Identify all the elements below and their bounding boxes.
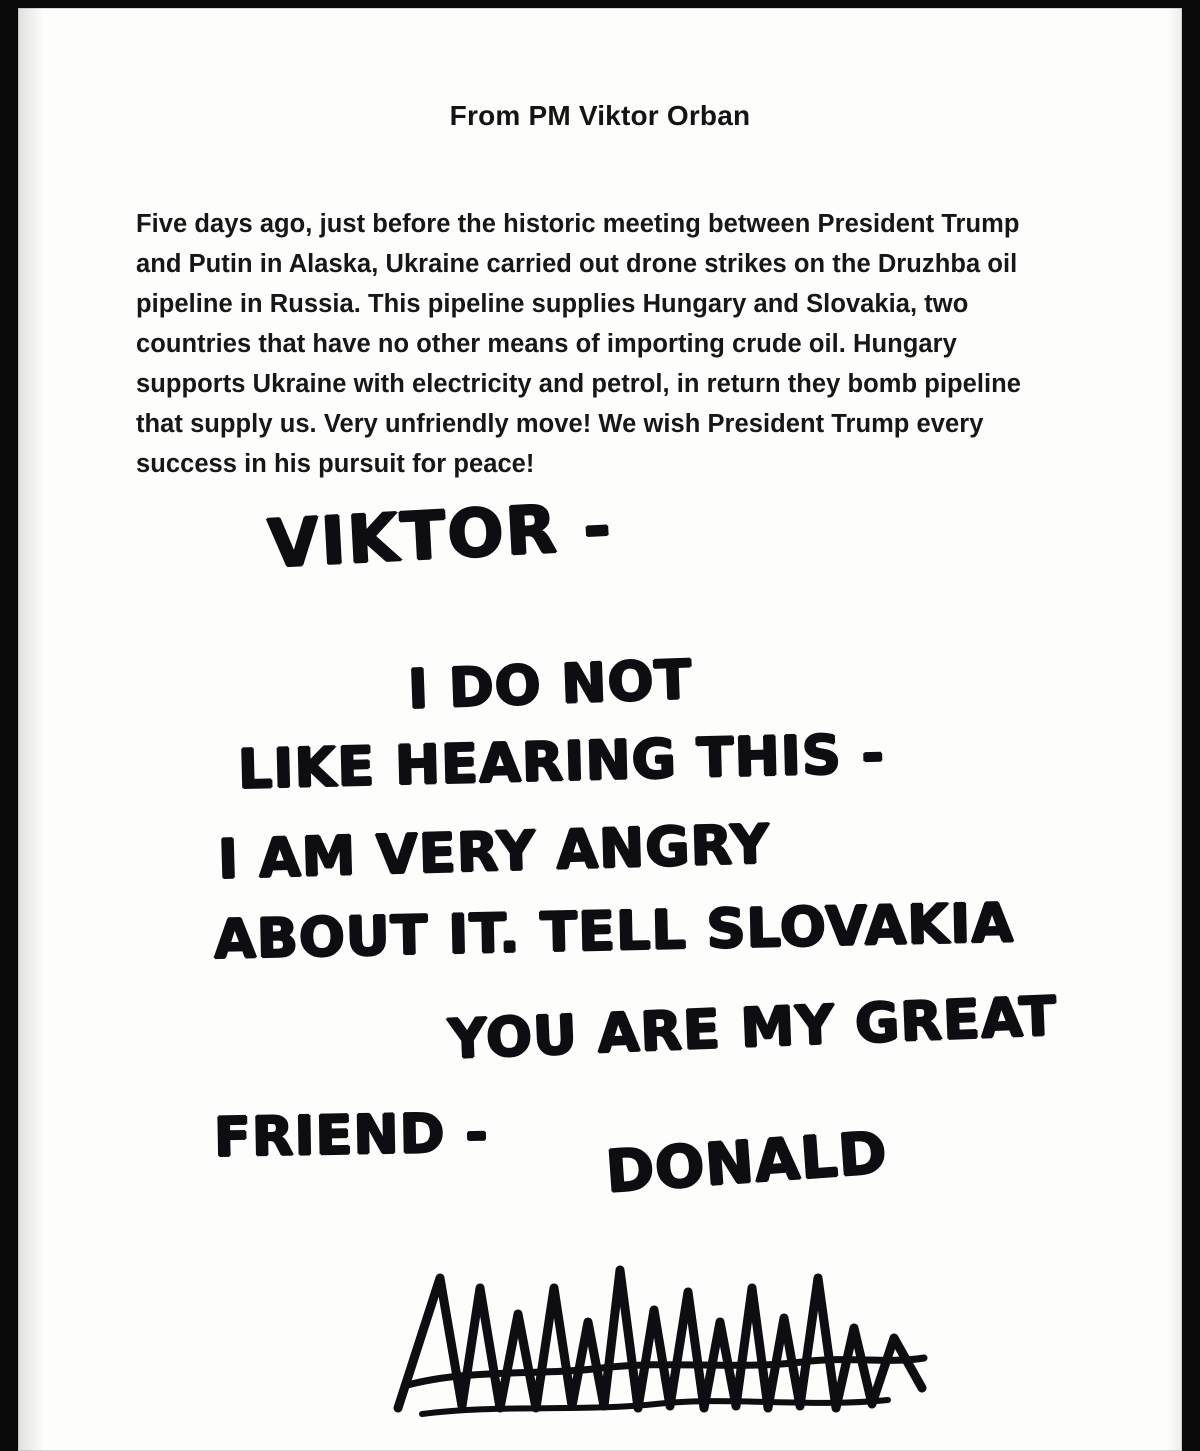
handwritten-line-1: I DO NOT: [406, 648, 694, 721]
handwritten-signoff-name: DONALD: [603, 1118, 890, 1206]
signature-scrawl: [388, 1218, 948, 1428]
letter-body-paragraph: Five days ago, just before the historic meeting between President Trump and Putin in Alaska, Ukraine carried out drone strikes on the Druzhba oil pipeline in Russia. This pipeline supplies Hungary and Slovakia, two countries that have no other means of importing crude oil. Hungary supports Ukraine with electricity and petrol, in return they bomb pipeline that supply us. Very unfriendly move! We wish President Trump every success in his pursuit for peace!: [136, 210, 1022, 478]
handwritten-line-5: YOU ARE MY GREAT: [446, 984, 1059, 1071]
handwritten-line-2: LIKE HEARING THIS -: [237, 722, 886, 801]
handwritten-line-6: FRIEND -: [213, 1101, 490, 1169]
handwritten-line-3: I AM VERY ANGRY: [217, 812, 772, 891]
handwritten-salutation: VIKTOR -: [265, 487, 615, 583]
page-title: From PM Viktor Orban: [449, 100, 751, 131]
letter-body-text: [136, 204, 1066, 484]
handwritten-line-4: ABOUT IT. TELL SLOVAKIA: [213, 891, 1015, 971]
scanned-letter-page: [18, 8, 1182, 1451]
